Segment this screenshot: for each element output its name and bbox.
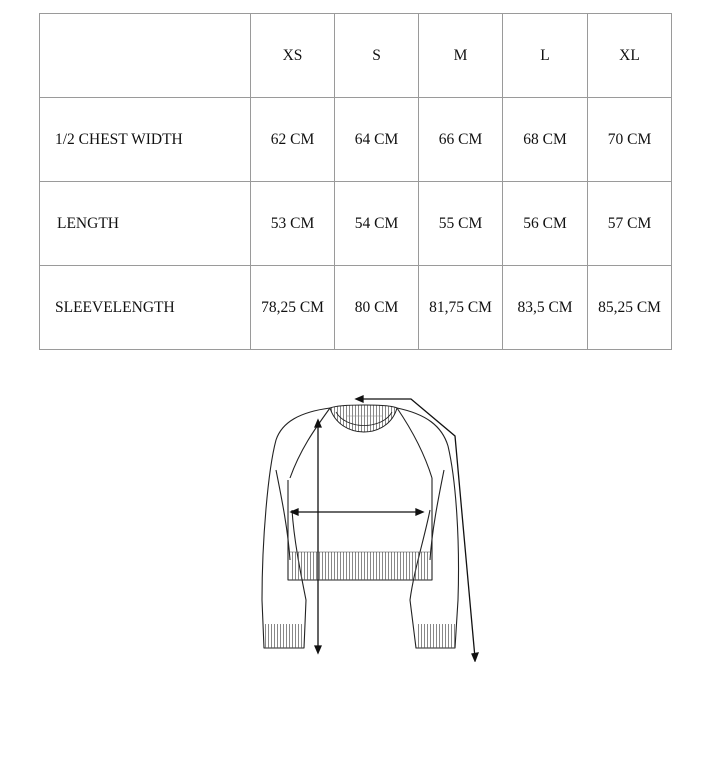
row-label-length: LENGTH — [40, 182, 251, 266]
table-cell: 57 CM — [588, 182, 672, 266]
table-cell: 81,75 CM — [419, 266, 503, 350]
table-cell: 66 CM — [419, 98, 503, 182]
row-label-sleeve-length: SLEEVELENGTH — [40, 266, 251, 350]
table-cell: 70 CM — [588, 98, 672, 182]
header-size-xs: XS — [251, 14, 335, 98]
table-cell: 64 CM — [335, 98, 419, 182]
size-chart-table — [39, 13, 672, 350]
table-cell: 83,5 CM — [503, 266, 588, 350]
header-size-l: L — [503, 14, 588, 98]
sweater-measurement-diagram — [250, 392, 490, 662]
table-cell: 53 CM — [251, 182, 335, 266]
sweater-outline — [262, 408, 459, 648]
table-cell: 68 CM — [503, 98, 588, 182]
table-cell: 55 CM — [419, 182, 503, 266]
table-cell: 78,25 CM — [251, 266, 335, 350]
header-empty-cell — [40, 14, 251, 98]
table-cell: 62 CM — [251, 98, 335, 182]
sweater-ribbing — [265, 552, 455, 648]
header-size-xl: XL — [588, 14, 672, 98]
measurement-arrows — [291, 396, 478, 661]
table-row-length — [40, 182, 672, 266]
header-size-s: S — [335, 14, 419, 98]
table-cell: 54 CM — [335, 182, 419, 266]
header-size-m: M — [419, 14, 503, 98]
table-row-chest-width — [40, 98, 672, 182]
sweater-collar — [330, 405, 397, 432]
table-row-sleeve-length — [40, 266, 672, 350]
table-cell: 80 CM — [335, 266, 419, 350]
table-cell: 56 CM — [503, 182, 588, 266]
row-label-chest-width: 1/2 CHEST WIDTH — [40, 98, 251, 182]
header-row — [40, 14, 672, 98]
table-cell: 85,25 CM — [588, 266, 672, 350]
